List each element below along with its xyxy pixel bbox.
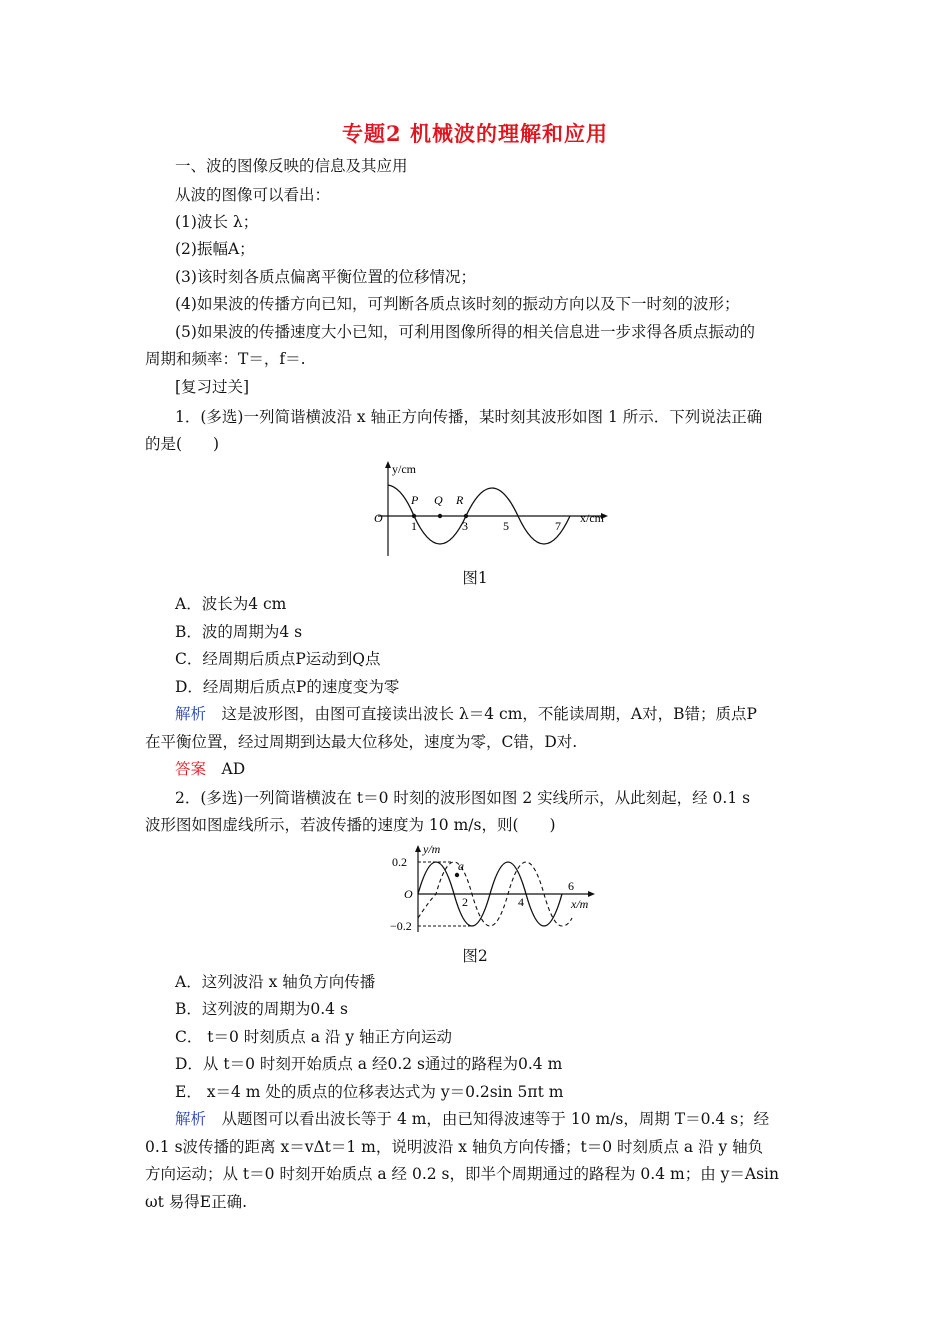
y-axis-arrow [385, 461, 391, 468]
section-heading: 一、波的图像反映的信息及其应用 [175, 157, 408, 175]
q2-option-a: A．这列波沿 x 轴负方向传播 [175, 973, 376, 991]
y-label: y/m [423, 842, 441, 856]
q2-analysis-cont-2: 方向运动；从 t＝0 时刻开始质点 a 经 0.2 s，即半个周期通过的路程为 0.4 m；由 y＝Asin [145, 1165, 779, 1183]
x-tick-2: 2 [462, 895, 468, 909]
q2-stem: 2．(多选)一列简谐横波在 t＝0 时刻的波形图如图 2 实线所示，从此刻起，经 0.1 s [175, 789, 751, 807]
q2-analysis-cont-1: 0.1 s波传播的距离 x＝vΔt＝1 m，说明波沿 x 轴负方向传播；t＝0 时刻质点 a 沿 y 轴负 [145, 1138, 764, 1156]
point-r [464, 514, 468, 518]
q2-analysis [175, 1108, 825, 1130]
point-p-label: P [411, 493, 419, 507]
answer-label: 答案 [175, 760, 207, 778]
q2-analysis-cont-3: ωt 易得E正确. [145, 1193, 248, 1211]
q2-option-b: B．这列波的周期为0.4 s [175, 1000, 348, 1018]
figure-1-caption: 图1 [462, 569, 488, 587]
y-top-label: 0.2 [392, 855, 407, 869]
q2-option-c: C． t＝0 时刻质点 a 沿 y 轴正方向运动 [175, 1028, 453, 1046]
q2-stem-cont: 波形图如图虚线所示，若波传播的速度为 10 m/s，则( ) [145, 816, 556, 834]
q2-option-e: E． x＝4 m 处的质点的位移表达式为 y＝0.2sin 5πt m [175, 1083, 564, 1101]
q1-option-a: A．波长为4 cm [175, 595, 287, 613]
page-title: 专题2 机械波的理解和应用 [342, 121, 608, 146]
x-tick-7: 7 [555, 519, 561, 533]
point-r-label: R [456, 493, 464, 507]
point-q [438, 514, 442, 518]
analysis-label: 解析 [175, 705, 207, 723]
x-tick-1: 1 [411, 519, 417, 533]
origin-label: O [374, 511, 383, 525]
point-a [455, 873, 459, 877]
x-label: x/cm [580, 511, 604, 525]
figure-2-caption: 图2 [462, 947, 488, 965]
info-item-4: (4)如果波的传播方向已知，可判断各质点该时刻的振动方向以及下一时刻的波形； [175, 295, 740, 313]
y-axis-arrow [415, 845, 421, 852]
analysis-text: 这是波形图，由图可直接读出波长 λ＝4 cm，不能读周期，A对，B错；质点P [206, 705, 757, 723]
q1-stem-cont: 的是( ) [145, 435, 220, 453]
q1-analysis-cont: 在平衡位置，经过周期到达最大位移处，速度为零，C错，D对. [145, 733, 578, 751]
x-label: x/m [571, 897, 589, 911]
q1-option-d: D．经周期后质点P的速度变为零 [175, 678, 400, 696]
q1-analysis [175, 703, 825, 725]
y-bottom-label: −0.2 [390, 919, 412, 933]
point-a-label: a [458, 859, 464, 873]
figure-2 [390, 842, 600, 936]
x-axis-arrow [588, 891, 595, 897]
analysis-text: 从题图可以看出波长等于 4 m，由已知得波速等于 10 m/s，周期 T＝0.4 s；经 [206, 1110, 770, 1128]
info-item-3: (3)该时刻各质点偏离平衡位置的位移情况； [175, 268, 476, 286]
q1-option-c: C．经周期后质点P运动到Q点 [175, 650, 381, 668]
review-tag: [复习过关] [175, 378, 250, 396]
origin-label: O [404, 887, 413, 901]
info-item-5: (5)如果波的传播速度大小已知，可利用图像所得的相关信息进一步求得各质点振动的 [175, 323, 755, 341]
answer-text: AD [206, 760, 246, 778]
info-item-2: (2)振幅A； [175, 240, 255, 258]
x-tick-6: 6 [568, 879, 574, 893]
q1-stem: 1．(多选)一列简谐横波沿 x 轴正方向传播，某时刻其波形如图 1 所示．下列说法正确 [175, 408, 763, 426]
q1-answer [175, 758, 825, 780]
section-intro: 从波的图像可以看出： [175, 186, 331, 204]
figure-1 [368, 460, 618, 560]
x-tick-3: 3 [462, 519, 468, 533]
q1-option-b: B．波的周期为4 s [175, 623, 303, 641]
point-q-label: Q [434, 493, 443, 507]
info-item-5-cont: 周期和频率：T＝，f＝. [145, 350, 306, 368]
point-p [412, 514, 416, 518]
q2-option-d: D．从 t＝0 时刻开始质点 a 经0.2 s通过的路程为0.4 m [175, 1055, 563, 1073]
y-label: y/cm [392, 462, 416, 476]
analysis-label: 解析 [175, 1110, 207, 1128]
x-tick-5: 5 [503, 519, 509, 533]
x-tick-4: 4 [518, 895, 524, 909]
info-item-1: (1)波长 λ； [175, 213, 259, 231]
